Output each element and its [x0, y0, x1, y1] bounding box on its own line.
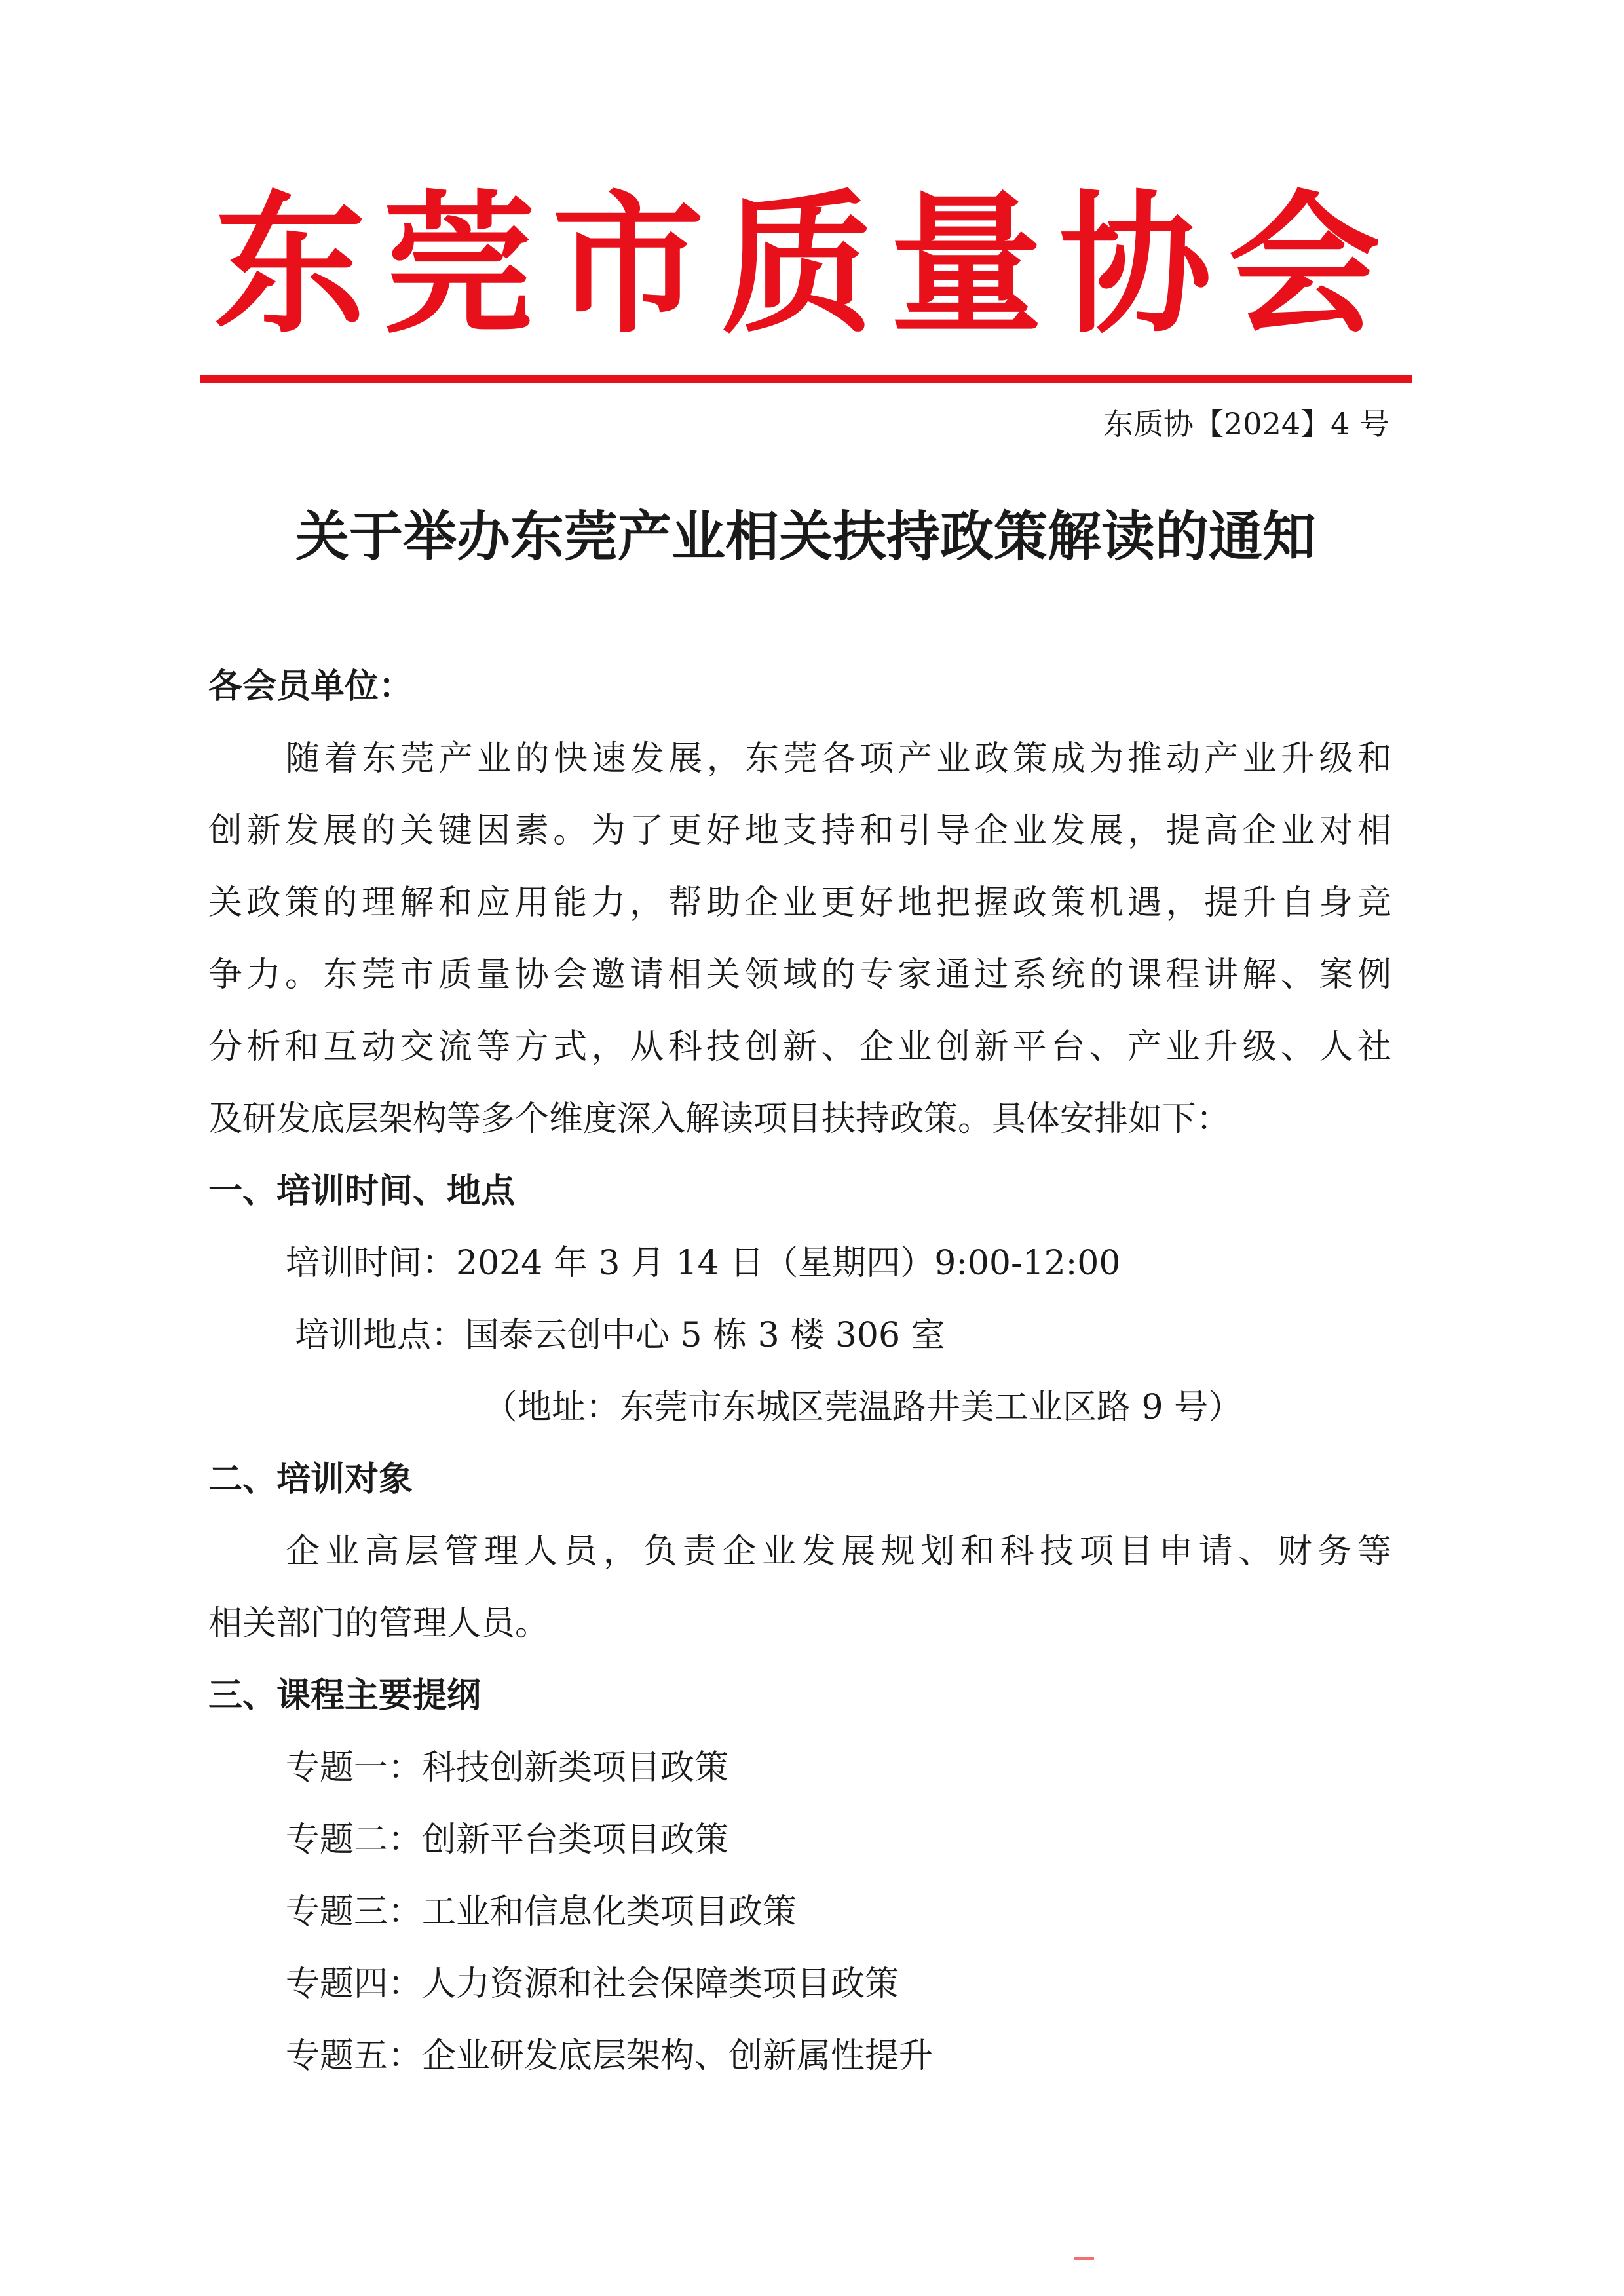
training-address: （地址：东莞市东城区莞温路井美工业区路 9 号）: [483, 1388, 1243, 1427]
scan-mark: [1074, 2257, 1094, 2260]
topic-5: 专题五：企业研发底层架构、创新属性提升: [286, 2037, 934, 2076]
section-2-heading: 二、培训对象: [208, 1460, 413, 1499]
section-1-heading: 一、培训时间、地点: [208, 1172, 516, 1211]
audience-line-1: 企业高层管理人员，负责企业发展规划和科技项目申请、财务等: [286, 1532, 1391, 1571]
salutation: 各会员单位：: [208, 667, 413, 706]
document-title: 关于举办东莞产业相关扶持政策解读的通知: [295, 506, 1316, 568]
letterhead-org-name: 东莞市质量协会: [214, 177, 1397, 354]
audience-line-2: 相关部门的管理人员。: [208, 1604, 550, 1643]
intro-line-1: 随着东莞产业的快速发展，东莞各项产业政策成为推动产业升级和: [286, 739, 1391, 778]
intro-line-4: 争力。东莞市质量协会邀请相关领域的专家通过系统的课程讲解、案例: [208, 955, 1391, 995]
intro-line-3: 关政策的理解和应用能力，帮助企业更好地把握政策机遇，提升自身竞: [208, 883, 1391, 923]
intro-line-2: 创新发展的关键因素。为了更好地支持和引导企业发展，提高企业对相: [208, 811, 1391, 851]
topic-4: 专题四：人力资源和社会保障类项目政策: [286, 1964, 899, 2004]
intro-line-5: 分析和互动交流等方式，从科技创新、企业创新平台、产业升级、人社: [208, 1027, 1391, 1067]
intro-line-6: 及研发底层架构等多个维度深入解读项目扶持政策。具体安排如下：: [208, 1100, 1231, 1139]
topic-2: 专题二：创新平台类项目政策: [286, 1820, 729, 1860]
topic-1: 专题一：科技创新类项目政策: [286, 1748, 729, 1788]
training-place: 培训地点：国泰云创中心 5 栋 3 楼 306 室: [295, 1316, 945, 1355]
letterhead-red-rule: [200, 375, 1412, 383]
section-3-heading: 三、课程主要提纲: [208, 1676, 482, 1715]
training-time: 培训时间：2024 年 3 月 14 日（星期四）9:00-12:00: [286, 1244, 1121, 1283]
document-number: 东质协【2024】4 号: [1103, 406, 1389, 442]
topic-3: 专题三：工业和信息化类项目政策: [286, 1892, 797, 1932]
